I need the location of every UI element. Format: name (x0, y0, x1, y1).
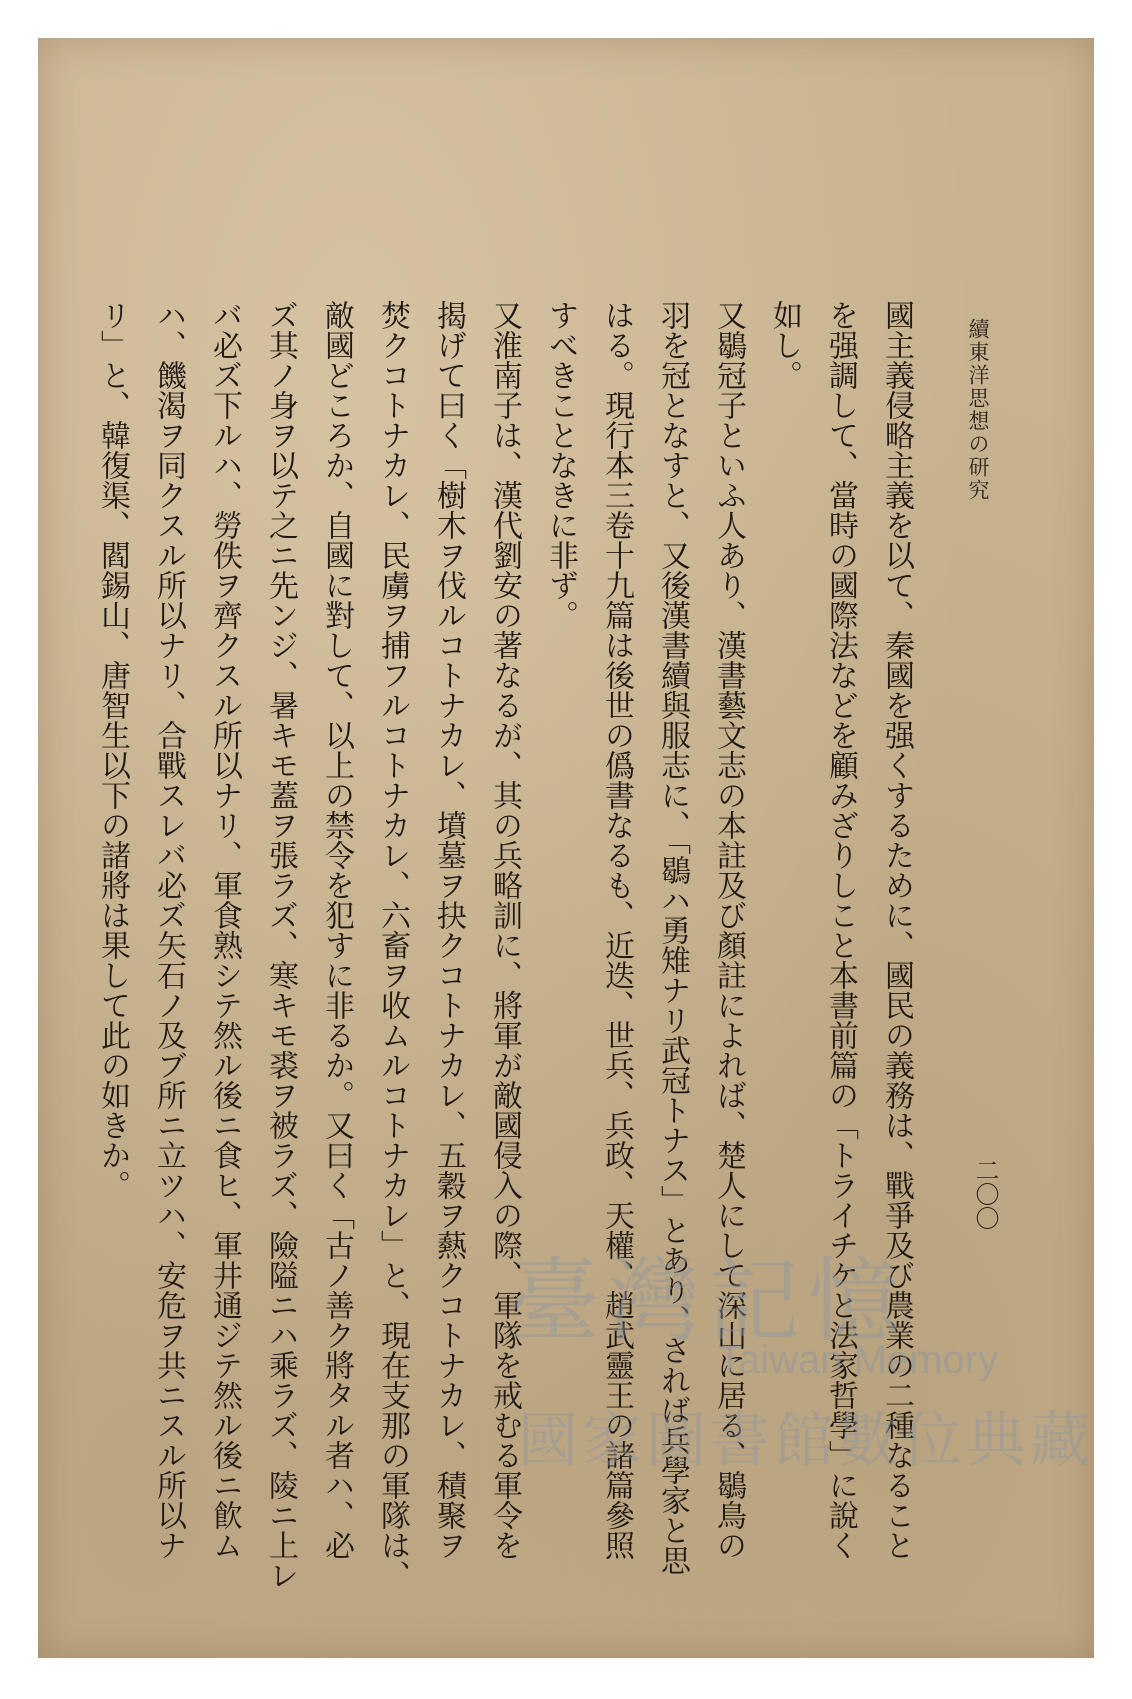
watermark-subtitle: 國家圖書館數位典藏 (518, 1406, 1094, 1476)
watermark-chinese: 臺灣記憶 (508, 1248, 909, 1355)
page-number: 二〇〇 (971, 1158, 999, 1230)
book-page (38, 38, 1094, 1658)
text-line: リ」と、韓復渠、閻錫山、唐智生以下の諸將は果して此の如きか。 (95, 300, 130, 1200)
text-line: 如し。 (767, 300, 802, 390)
text-line: 又鶡冠子といふ人あり、漢書藝文志の本註及び顏註によれば、楚人にして深山に居る、鶡鳥の (711, 300, 746, 1560)
text-line: ズ其ノ身ヲ以テ之ニ先ンジ、暑キモ蓋ヲ張ラズ、寒キモ裘ヲ被ラズ、險隘ニハ乘ラズ、陵ニ上レ (263, 300, 298, 1590)
text-line: 揭げて曰く「樹木ヲ伐ルコトナカレ、墳墓ヲ抉クコトナカレ、五穀ヲ爇クコトナカレ、積聚ヲ (431, 300, 466, 1560)
text-line: 敵國どころか、自國に對して、以上の禁令を犯すに非るか。又曰く「古ノ善ク將タル者ハ、必 (319, 300, 354, 1560)
body-text (84, 300, 924, 1590)
text-line: 焚クコトナカレ、民虜ヲ捕フルコトナカレ、六畜ヲ收ムルコトナカレ」と、現在支那の軍隊は、 (375, 300, 410, 1590)
text-line: ハ、饑渴ヲ同クスル所以ナリ、合戰スレバ必ズ矢石ノ及ブ所ニ立ツハ、安危ヲ共ニスル所以ナ (151, 300, 186, 1560)
watermark-english: Taiwan Memory (718, 1338, 999, 1382)
text-line: 國主義侵略主義を以て、秦國を强くするために、國民の義務は、戰爭及び農業の二種なること (879, 300, 914, 1560)
text-line: 羽を冠となすと、又後漢書續與服志に、「鶡ハ勇雉ナリ武冠トナス」とあり、されば兵學家と思 (655, 300, 690, 1575)
text-line: を强調して、當時の國際法などを顧みざりしこと本書前篇の「トライチケと法家哲學」に說く (823, 300, 858, 1560)
text-line: 又淮南子は、漢代劉安の著なるが、其の兵略訓に、將軍が敵國侵入の際、軍隊を戒むる軍令を (487, 300, 522, 1560)
text-line: はる。現行本三卷十九篇は後世の僞書なるも、近迭、世兵、兵政、天權、趙武靈王の諸篇參照 (599, 300, 634, 1560)
running-header-title: 續東洋思想の研究 (966, 318, 990, 502)
text-line: すべきことなきに非ず。 (543, 300, 578, 630)
text-line: バ必ズ下ルハ、勞佚ヲ齊クスル所以ナリ、軍食熟シテ然ル後ニ食ヒ、軍井通ジテ然ル後ニ飮ム (207, 300, 242, 1560)
